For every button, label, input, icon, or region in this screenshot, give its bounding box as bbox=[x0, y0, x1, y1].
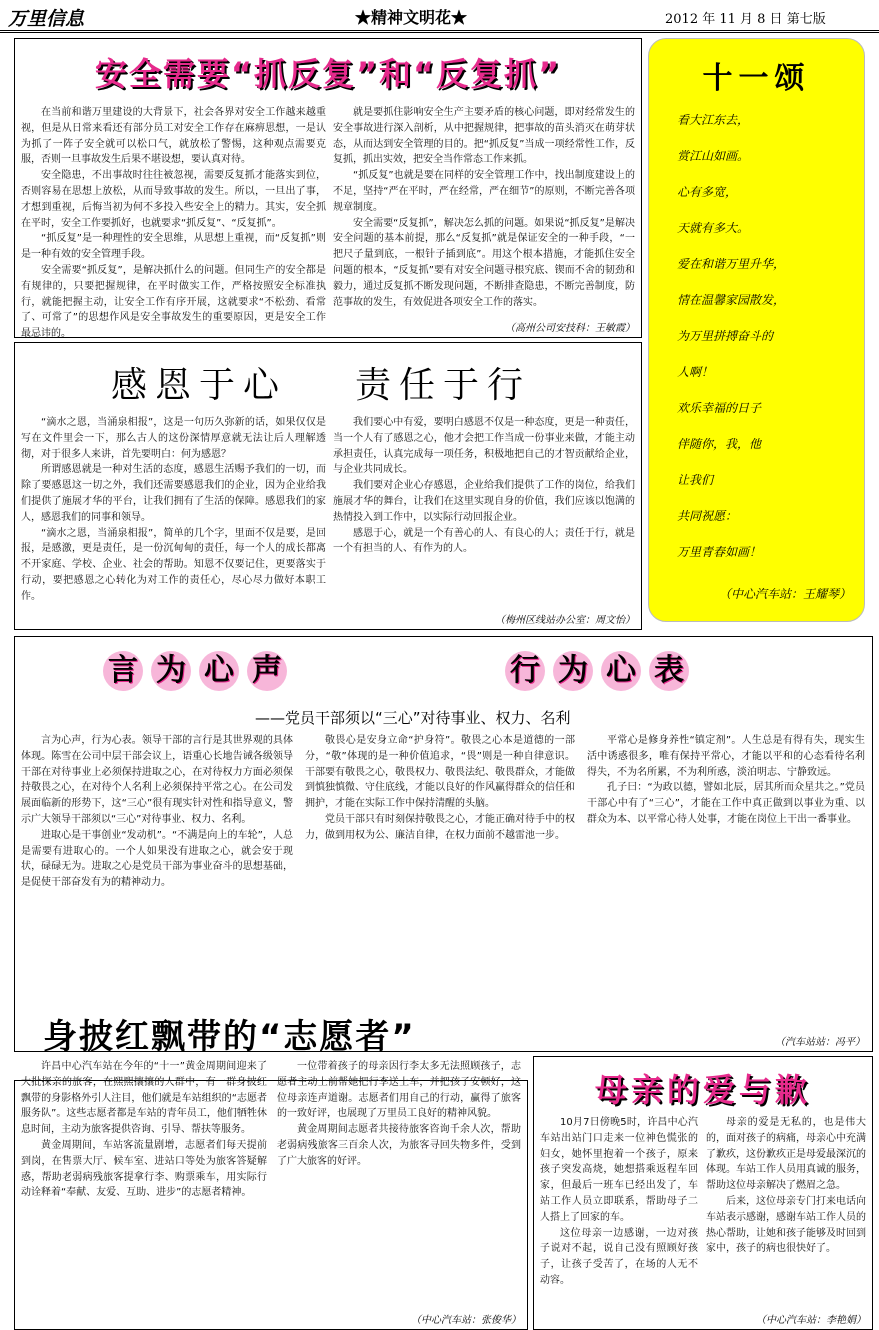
title-char: 为 bbox=[151, 651, 191, 691]
issue-date: 2012 年 11 月 8 日 第七版 bbox=[665, 12, 826, 27]
title-group bbox=[501, 651, 693, 691]
poem-line: 看大江东去， bbox=[677, 113, 750, 127]
title-char: 为 bbox=[553, 651, 593, 691]
article-title: 感恩于心 bbox=[111, 365, 288, 406]
article-title: 安全需要“抓反复”和“反复抓” bbox=[94, 55, 562, 93]
title-char: 言 bbox=[103, 651, 143, 691]
poem-box bbox=[648, 38, 865, 622]
byline: （中心汽车站：王耀琴） bbox=[719, 587, 852, 601]
poem-line: 为万里拼搏奋斗的 bbox=[677, 329, 774, 343]
article-column: 我们要心中有爱，要明白感恩不仅是一种态度，更是一种责任，当一个人有了感恩之心，他才会把工作当成一份事业来做，才能主动承担责任，认真完成每一项任务，积极地把自己的才智贡献给企业，与企业共同成长。 我们要对企业心存感恩，企业给我们提供了工作的岗位，给我们施展才华的舞台，让我们在这里实现自身的价值，我们应该以饱满的热情投入到工作中，以实际行动回报企业。 感恩于心，就是一个有善心的人、有良心的人；责任于行，就是一个有担当的人、有作为的人。 bbox=[333, 417, 635, 555]
article-column: 一位带着孩子的母亲因行李太多无法照顾孩子，志愿者主动上前帮她把行李送上车，并把孩子安顿好，这位母亲连声道谢。志愿者们用自己的行动，赢得了旅客的一致好评，也展现了万里员工良好的精神风貌。 黄金周期间志愿者共接待旅客咨询千余人次，帮助老弱病残旅客三百余人次，为旅客寻回失物多件，受到了广大旅客的好评。 bbox=[277, 1061, 521, 1167]
poem-line: 情在温馨家园散发， bbox=[677, 293, 786, 307]
poem-line: 万里青春如画！ bbox=[677, 545, 762, 559]
newspaper-name: 万里信息 bbox=[8, 8, 85, 30]
article-column: 就是要抓住影响安全生产主要矛盾的核心问题，即对经常发生的安全事故进行深入剖析，从中把握规律，把事故的苗头消灭在萌芽状态，从而达到安全管理的目的。把“抓反复”当成一项经常性工作，反复抓，抓出实效，把安全当作常态工作来抓。 “抓反复”也就是要在同样的安全管理工作中，找出制度建设上的不足，坚持“严在平时，严在经常，严在细节”的原则，不断完善各项规章制度。 安全需要“反复抓”，解决怎么抓的问题。如果说“抓反复”是解决安全问题的基本前提，那么“反复抓”就是保证安全的一种手段，“一把尺子量到底，一根针子插到底”。用这个根本措施，才能抓住安全问题的根本，“反复抓”要有对安全问题寻根究底、锲而不舍的韧劲和毅力，通过反复抓不断发现问题，不断排查隐患，不断完善制度，防范事故的发生，有效促进各项安全工作的落实。 bbox=[333, 107, 635, 308]
byline: （汽车站站：冯平） bbox=[775, 1037, 865, 1048]
byline: （梅州区线站办公室：周文怡） bbox=[495, 615, 635, 626]
article-three-hearts bbox=[14, 636, 873, 1052]
article-subtitle: ——党员干部须以“三心”对待事业、权力、名利 bbox=[255, 709, 571, 727]
title-group bbox=[99, 651, 291, 691]
poem-line: 赏江山如画。 bbox=[677, 149, 750, 163]
title-char: 心 bbox=[601, 651, 641, 691]
article-column: “滴水之恩，当涌泉相报”，这是一句历久弥新的话，如果仅仅是写在文件里会一下，那么古人的这份深情厚意就无法让后人理解透彻，对于很多人来讲，首先要明白：何为感恩？ 所谓感恩就是一种对生活的态度，感恩生活赐予我们的一切，而除了要感恩这一切之外，我们还需要感恩我们的企业，因为企业给我们提供了施展才华的平台，让我们拥有了生活的保障。感恩我们的家人，感恩我们的同事和领导。 “滴水之恩，当涌泉相报”，简单的几个字，里面不仅是要，是回报，是感激，更是责任，是一份沉甸甸的责任，每一个人的成长都离不开家庭、学校、企业、社会的帮助。知恩不仅要记住，更要落实于行动，要把感恩之心转化为对工作的责任心，尽心尽力做好本职工作。 bbox=[21, 417, 326, 602]
article-column: 敬畏心是安身立命“护身符”。敬畏之心本是道德的一部分，“敬”体现的是一种价值追求，“畏”则是一种自律意识。干部要有敬畏之心，敬畏权力、敬畏法纪、敬畏群众，才能做到慎独慎微、守住底线，才能以良好的作风赢得群众的信任和拥护，才能在实际工作中保持清醒的头脑。 党员干部只有时刻保持敬畏之心，才能正确对待手中的权力，做到用权为公、廉洁自律，在权力面前不越雷池一步。 bbox=[305, 735, 575, 841]
masthead bbox=[0, 0, 879, 33]
article-column: 言为心声，行为心表。领导干部的言行是其世界观的具体体现。陈雪在公司中层干部会议上，语重心长地告诫各级领导干部在对待事业上必须保持进取之心，在对待权力方面必须保持敬畏之心，在对待个人名利上必须保持平常之心。在公司发展面临新的形势下，这“三心”很有现实针对性和指导意义，警示广大领导干部须以“三心”对待事业、权力、名利。 进取心是干事创业“发动机”。“不满是向上的车轮”，人总是需要有进取心的。一个人如果没有进取之心，就会安于现状，碌碌无为。进取之心是党员干部为事业奋斗的思想基础，是促使干部奋发有为的精神动力。 bbox=[21, 735, 293, 889]
poem-line: 让我们 bbox=[677, 473, 714, 487]
article-safety bbox=[14, 38, 642, 338]
article-volunteers bbox=[14, 1017, 528, 1330]
title-char: 表 bbox=[649, 651, 689, 691]
poem-line: 人啊！ bbox=[677, 365, 714, 379]
article-column: 平常心是修身养性“镇定剂”。人生总是有得有失，现实生活中诱惑很多，唯有保持平常心，才能以平和的心态看待名利得失，不为名所累，不为利所惑，淡泊明志、宁静致远。 孔子曰：“为政以德，譬如北辰，居其所而众星共之。”党员干部心中有了“三心”，才能在工作中真正做到以事业为重、以群众为本、以平常心待人处事，才能在岗位上干出一番事业。 bbox=[587, 735, 865, 825]
poem-line: 心有多宽， bbox=[677, 185, 738, 199]
byline: （中心汽车站：张俊华） bbox=[411, 1315, 521, 1326]
article-mother bbox=[533, 1056, 873, 1330]
article-title: 身披红飘带的“志愿者” bbox=[43, 1017, 416, 1057]
poem-title: 十一颂 bbox=[702, 61, 811, 96]
article-gratitude bbox=[14, 342, 642, 630]
article-title: 责任于行 bbox=[355, 365, 532, 406]
article-column: 许昌中心汽车站在今年的“十一”黄金周期间迎来了大批探亲的旅客，在熙熙攘攘的人群中，有一群身披红飘带的身影格外引人注目，他们就是车站组织的“志愿者服务队”。这些志愿者都是车站的青年员工，他们牺牲休息时间，主动为旅客提供咨询、引导、帮扶等服务。 黄金周期间，车站客流量剧增，志愿者们每天提前到岗，在售票大厅、候车室、进站口等处为旅客答疑解惑，帮助老弱病残旅客提拿行李、购票乘车，用实际行动诠释着“奉献、友爱、互助、进步”的志愿者精神。 bbox=[21, 1061, 267, 1199]
article-column: 母亲的爱是无私的，也是伟大的，面对孩子的病痛，母亲心中充满了歉疚，这份歉疚正是母爱最深沉的体现。车站工作人员用真诚的服务，帮助这位母亲解决了燃眉之急。 后来，这位母亲专门打来电话向车站表示感谢，感谢车站工作人员的热心帮助，让她和孩子能够及时回到家中，孩子的病也很快好了。 bbox=[706, 1117, 866, 1255]
poem-line: 欢乐幸福的日子 bbox=[677, 401, 762, 415]
title-char: 心 bbox=[199, 651, 239, 691]
poem-line: 天就有多大。 bbox=[677, 221, 750, 235]
byline: （高州公司安技科：王敏霞） bbox=[505, 323, 635, 334]
section-title: ★精神文明花★ bbox=[355, 8, 468, 27]
poem-line: 共同祝愿： bbox=[677, 509, 738, 523]
article-title: 母亲的爱与歉 bbox=[594, 1071, 811, 1109]
article-column: 10月7日傍晚5时，许昌中心汽车站出站门口走来一位神色慌张的妇女，她怀里抱着一个孩子，原来孩子突发高烧，她想搭乘返程车回家，但最后一班车已经出发了，车站工作人员立即联系，帮助母子二人搭上了回家的车。 这位母亲一边感谢，一边对孩子说对不起，说自己没有照顾好孩子，让孩子受苦了，在场的人无不动容。 bbox=[540, 1117, 698, 1286]
title-char: 声 bbox=[247, 651, 287, 691]
article-column: 在当前和谐万里建设的大背景下，社会各界对安全工作越来越重视，但是从日常来看还有部分员工对安全工作存在麻痹思想，一是认为抓了一阵子安全就可以松口气，就放松了警惕，这种观点需要克服，否则一旦事故发生后果不堪设想，要认真对待。 安全隐患，不出事故时往往被忽视，需要反复抓才能落实到位，否则容易在思想上放松，从而导致事故的发生。所以，一旦出了事，才想到重视，后悔当初为何不多投入些安全上的精力。其实，安全抓在平时，安全工作要抓好，也就要求“抓反复”、“反复抓”。 “抓反复”是一种理性的安全思维，从思想上重视，而“反复抓”则是一种有效的安全管理手段。 安全需要“抓反复”，是解决抓什么的问题。但同生产的安全都是有规律的，只要把握规律，在平时做实工作，严格按照安全标准执行，就能把握主动，让安全工作有序开展，这就要求“不松劲、看常了、可常了”的思想作风是安全事故发生的重要原因，更是安全工作最忌讳的。 bbox=[21, 107, 326, 340]
byline: （中心汽车站：李艳娟） bbox=[756, 1315, 866, 1326]
poem-line: 伴随你，我，他 bbox=[677, 437, 762, 451]
poem-line: 爱在和谐万里升华， bbox=[677, 257, 786, 271]
title-char: 行 bbox=[505, 651, 545, 691]
